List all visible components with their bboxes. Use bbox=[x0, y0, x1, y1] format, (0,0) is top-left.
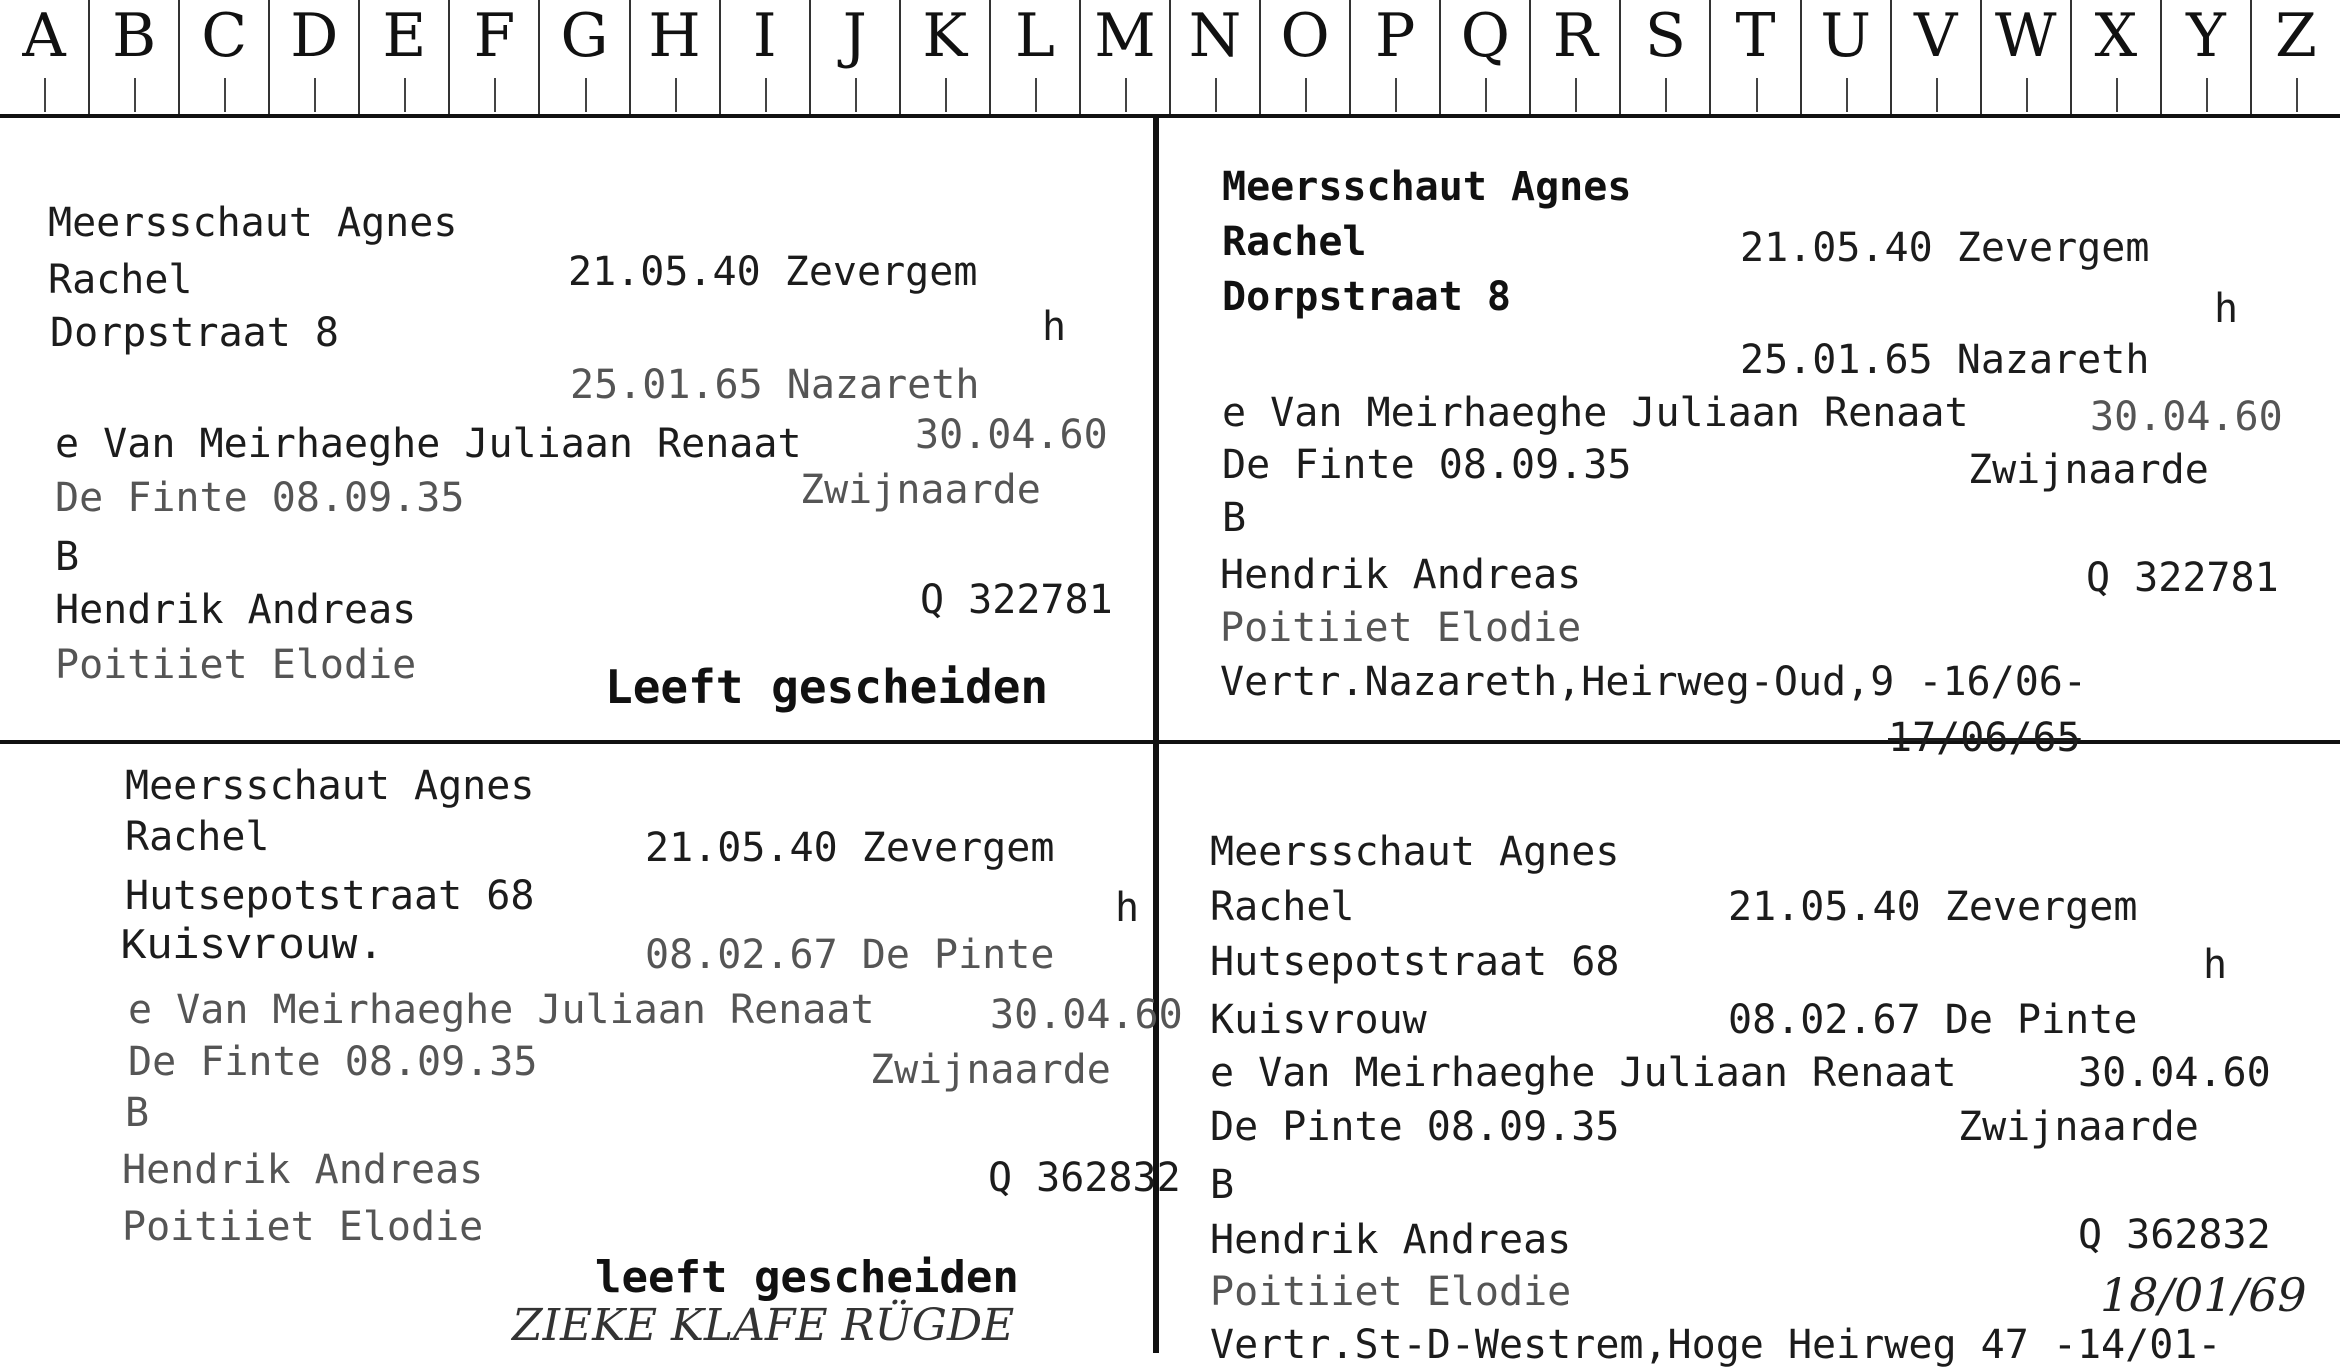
card-stamp: Leeft gescheiden bbox=[605, 660, 1049, 714]
card-surname: Meersschaut Agnes bbox=[48, 200, 458, 246]
card-birth: 21.05.40 Zevergem bbox=[645, 825, 1055, 871]
card-spouse-birthplace: Zwijnaarde bbox=[870, 1047, 1111, 1093]
card-registered: 25.01.65 Nazareth bbox=[1740, 337, 2150, 383]
alphabet-letter-r: R bbox=[1529, 0, 1619, 114]
card-ref: Q 362832 bbox=[988, 1155, 1181, 1201]
card-departure: Vertr.Nazareth,Heirweg-Oud,9 -16/06- bbox=[1220, 659, 2087, 705]
card-nationality: B bbox=[55, 534, 80, 580]
alphabet-letter-z: Z bbox=[2250, 0, 2340, 114]
card-mother: Poitiiet Elodie bbox=[1220, 605, 1582, 651]
alphabet-letter-u: U bbox=[1800, 0, 1890, 114]
card-spouse-origin: De Finte 08.09.35 bbox=[128, 1039, 538, 1085]
card-spouse-birthplace: Zwijnaarde bbox=[1968, 447, 2209, 493]
alphabet-letter-a: A bbox=[0, 0, 88, 114]
alphabet-letter-j: J bbox=[809, 0, 899, 114]
alphabet-letter-m: M bbox=[1079, 0, 1169, 114]
card-spouse-birthplace: Zwijnaarde bbox=[1958, 1104, 2199, 1150]
card-registered: 25.01.65 Nazareth bbox=[570, 362, 980, 408]
card-nationality: B bbox=[125, 1090, 150, 1136]
card-birth: 21.05.40 Zevergem bbox=[1740, 225, 2150, 271]
card-handwritten-date: 18/01/69 bbox=[2100, 1268, 2307, 1322]
card-spouse-birthplace: Zwijnaarde bbox=[800, 467, 1041, 513]
card-street: Dorpstraat 8 bbox=[1222, 274, 1511, 320]
alphabet-letter-h: H bbox=[629, 0, 719, 114]
alphabet-letter-p: P bbox=[1349, 0, 1439, 114]
card-departure-end: 17/06/65 bbox=[1888, 715, 2081, 761]
card-spouse: e Van Meirhaeghe Juliaan Renaat bbox=[1222, 390, 1969, 436]
alphabet-letter-q: Q bbox=[1439, 0, 1529, 114]
card-nationality: B bbox=[1210, 1162, 1235, 1208]
card-given-name: Rachel bbox=[1210, 884, 1355, 930]
alphabet-letter-b: B bbox=[88, 0, 178, 114]
card-departure: Vertr.St-D-Westrem,Hoge Heirweg 47 -14/01- bbox=[1210, 1322, 2222, 1368]
card-spouse-birth-date: 30.04.60 bbox=[2078, 1050, 2271, 1096]
alphabet-letter-c: C bbox=[178, 0, 268, 114]
card-sex: h bbox=[2214, 286, 2239, 332]
card-given-name: Rachel bbox=[48, 257, 193, 303]
alphabet-letter-g: G bbox=[538, 0, 628, 114]
alphabet-letter-w: W bbox=[1980, 0, 2070, 114]
card-ref: Q 322781 bbox=[2086, 555, 2279, 601]
card-surname: Meersschaut Agnes bbox=[125, 763, 535, 809]
card-spouse: e Van Meirhaeghe Juliaan Renaat bbox=[1210, 1050, 1957, 1096]
card-given-name: Rachel bbox=[125, 814, 270, 860]
alphabet-letter-i: I bbox=[719, 0, 809, 114]
card-father: Hendrik Andreas bbox=[55, 587, 417, 633]
card-mother: Poitiiet Elodie bbox=[1210, 1269, 1572, 1315]
card-sex: h bbox=[2203, 942, 2228, 988]
alphabet-letter-f: F bbox=[448, 0, 538, 114]
alphabet-letter-t: T bbox=[1709, 0, 1799, 114]
alphabet-letter-k: K bbox=[899, 0, 989, 114]
card-mother: Poitiiet Elodie bbox=[55, 642, 417, 688]
card-spouse-origin: De Finte 08.09.35 bbox=[55, 475, 465, 521]
card-given-name: Rachel bbox=[1222, 219, 1367, 265]
alphabet-letter-s: S bbox=[1619, 0, 1709, 114]
card-street: Dorpstraat 8 bbox=[50, 310, 339, 356]
alphabet-letter-n: N bbox=[1169, 0, 1259, 114]
card-street: Hutsepotstraat 68 bbox=[1210, 939, 1620, 985]
card-sex: h bbox=[1042, 304, 1067, 350]
card-birth: 21.05.40 Zevergem bbox=[568, 249, 978, 295]
card-spouse-birth-date: 30.04.60 bbox=[2090, 394, 2283, 440]
card-birth: 21.05.40 Zevergem bbox=[1728, 884, 2138, 930]
card-registered: 08.02.67 De Pinte bbox=[645, 932, 1055, 978]
card-occupation: Kuisvrouw. bbox=[120, 922, 385, 972]
alphabet-letter-e: E bbox=[358, 0, 448, 114]
card-ref: Q 322781 bbox=[920, 577, 1113, 623]
card-spouse-origin: De Pinte 08.09.35 bbox=[1210, 1104, 1620, 1150]
card-occupation: Kuisvrouw bbox=[1210, 997, 1427, 1043]
alphabet-letter-y: Y bbox=[2160, 0, 2250, 114]
card-registered: 08.02.67 De Pinte bbox=[1728, 997, 2138, 1043]
card-mother: Poitiiet Elodie bbox=[122, 1204, 484, 1250]
alphabet-letter-v: V bbox=[1890, 0, 1980, 114]
card-street: Hutsepotstraat 68 bbox=[125, 873, 535, 919]
card-spouse: e Van Meirhaeghe Juliaan Renaat bbox=[128, 987, 875, 1033]
alphabet-letter-l: L bbox=[989, 0, 1079, 114]
alphabet-index-strip bbox=[0, 0, 2340, 118]
alphabet-letter-o: O bbox=[1259, 0, 1349, 114]
alphabet-letter-x: X bbox=[2070, 0, 2160, 114]
card-sex: h bbox=[1115, 885, 1140, 931]
card-spouse-birth-date: 30.04.60 bbox=[990, 992, 1183, 1038]
card-stamp: leeft gescheiden bbox=[595, 1252, 1019, 1303]
alphabet-letter-d: D bbox=[268, 0, 358, 114]
card-father: Hendrik Andreas bbox=[122, 1147, 484, 1193]
card-spouse-origin: De Finte 08.09.35 bbox=[1222, 442, 1632, 488]
card-spouse-birth-date: 30.04.60 bbox=[915, 412, 1108, 458]
card-handwritten-note: ZIEKE KLAFE RÜGDE bbox=[512, 1300, 1015, 1351]
card-surname: Meersschaut Agnes bbox=[1222, 164, 1632, 210]
card-father: Hendrik Andreas bbox=[1210, 1217, 1572, 1263]
card-spouse: e Van Meirhaeghe Juliaan Renaat bbox=[55, 421, 802, 467]
card-surname: Meersschaut Agnes bbox=[1210, 829, 1620, 875]
card-father: Hendrik Andreas bbox=[1220, 552, 1582, 598]
card-nationality: B bbox=[1222, 495, 1247, 541]
card-ref: Q 362832 bbox=[2078, 1212, 2271, 1258]
